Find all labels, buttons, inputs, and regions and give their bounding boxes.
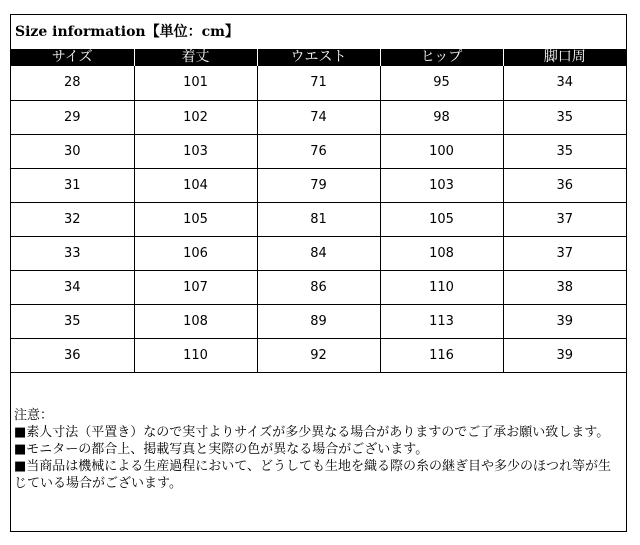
column-header-hem: 脚口周 <box>503 49 626 66</box>
cell-waist: 89 <box>257 304 380 338</box>
cell-length: 105 <box>134 202 257 236</box>
cell-length: 108 <box>134 304 257 338</box>
cell-hip: 110 <box>380 270 503 304</box>
table-row <box>11 134 626 168</box>
cell-length: 110 <box>134 338 257 372</box>
cell-hem: 38 <box>503 270 626 304</box>
cell-length: 107 <box>134 270 257 304</box>
cell-hem: 39 <box>503 338 626 372</box>
cell-hem: 35 <box>503 100 626 134</box>
size-table <box>11 49 626 373</box>
cell-hem: 35 <box>503 134 626 168</box>
table-row <box>11 236 626 270</box>
cell-hip: 103 <box>380 168 503 202</box>
table-row <box>11 202 626 236</box>
table-row <box>11 304 626 338</box>
table-row <box>11 66 626 100</box>
cell-waist: 81 <box>257 202 380 236</box>
note-line: ■当商品は機械による生産過程において、どうしても生地を織る際の糸の継ぎ目や多少のほつれ等が生じている場合がございます。 <box>14 459 612 491</box>
cell-waist: 92 <box>257 338 380 372</box>
cell-hip: 116 <box>380 338 503 372</box>
table-row <box>11 270 626 304</box>
cell-hip: 95 <box>380 66 503 100</box>
cell-size: 30 <box>11 134 134 168</box>
column-header-hip: ヒップ <box>380 49 503 66</box>
column-header-length: 着丈 <box>134 49 257 66</box>
cell-size: 32 <box>11 202 134 236</box>
notes-section <box>14 407 624 492</box>
notes-heading: 注意： <box>14 408 54 423</box>
cell-size: 33 <box>11 236 134 270</box>
table-row <box>11 100 626 134</box>
cell-hip: 98 <box>380 100 503 134</box>
cell-hip: 113 <box>380 304 503 338</box>
cell-length: 104 <box>134 168 257 202</box>
cell-size: 28 <box>11 66 134 100</box>
table-header-row <box>11 49 626 66</box>
cell-waist: 76 <box>257 134 380 168</box>
cell-size: 31 <box>11 168 134 202</box>
column-header-size: サイズ <box>11 49 134 66</box>
cell-waist: 84 <box>257 236 380 270</box>
note-line: ■素人寸法（平置き）なので実寸よりサイズが多少異なる場合がありますのでご了承お願い致します。 <box>14 425 610 440</box>
cell-size: 34 <box>11 270 134 304</box>
cell-size: 35 <box>11 304 134 338</box>
size-info-panel <box>10 14 627 532</box>
cell-hem: 36 <box>503 168 626 202</box>
table-row <box>11 338 626 372</box>
cell-hip: 108 <box>380 236 503 270</box>
cell-length: 101 <box>134 66 257 100</box>
cell-hip: 105 <box>380 202 503 236</box>
cell-length: 106 <box>134 236 257 270</box>
cell-length: 103 <box>134 134 257 168</box>
cell-waist: 79 <box>257 168 380 202</box>
cell-waist: 71 <box>257 66 380 100</box>
cell-hem: 34 <box>503 66 626 100</box>
cell-waist: 74 <box>257 100 380 134</box>
cell-hem: 37 <box>503 236 626 270</box>
cell-size: 29 <box>11 100 134 134</box>
page-title: Size information【単位：cm】 <box>15 24 239 40</box>
table-row <box>11 168 626 202</box>
cell-hem: 37 <box>503 202 626 236</box>
cell-size: 36 <box>11 338 134 372</box>
table-body <box>11 66 626 372</box>
cell-hip: 100 <box>380 134 503 168</box>
cell-length: 102 <box>134 100 257 134</box>
cell-hem: 39 <box>503 304 626 338</box>
cell-waist: 86 <box>257 270 380 304</box>
column-header-waist: ウエスト <box>257 49 380 66</box>
note-line: ■モニターの都合上、掲載写真と実際の色が異なる場合がございます。 <box>14 442 429 457</box>
